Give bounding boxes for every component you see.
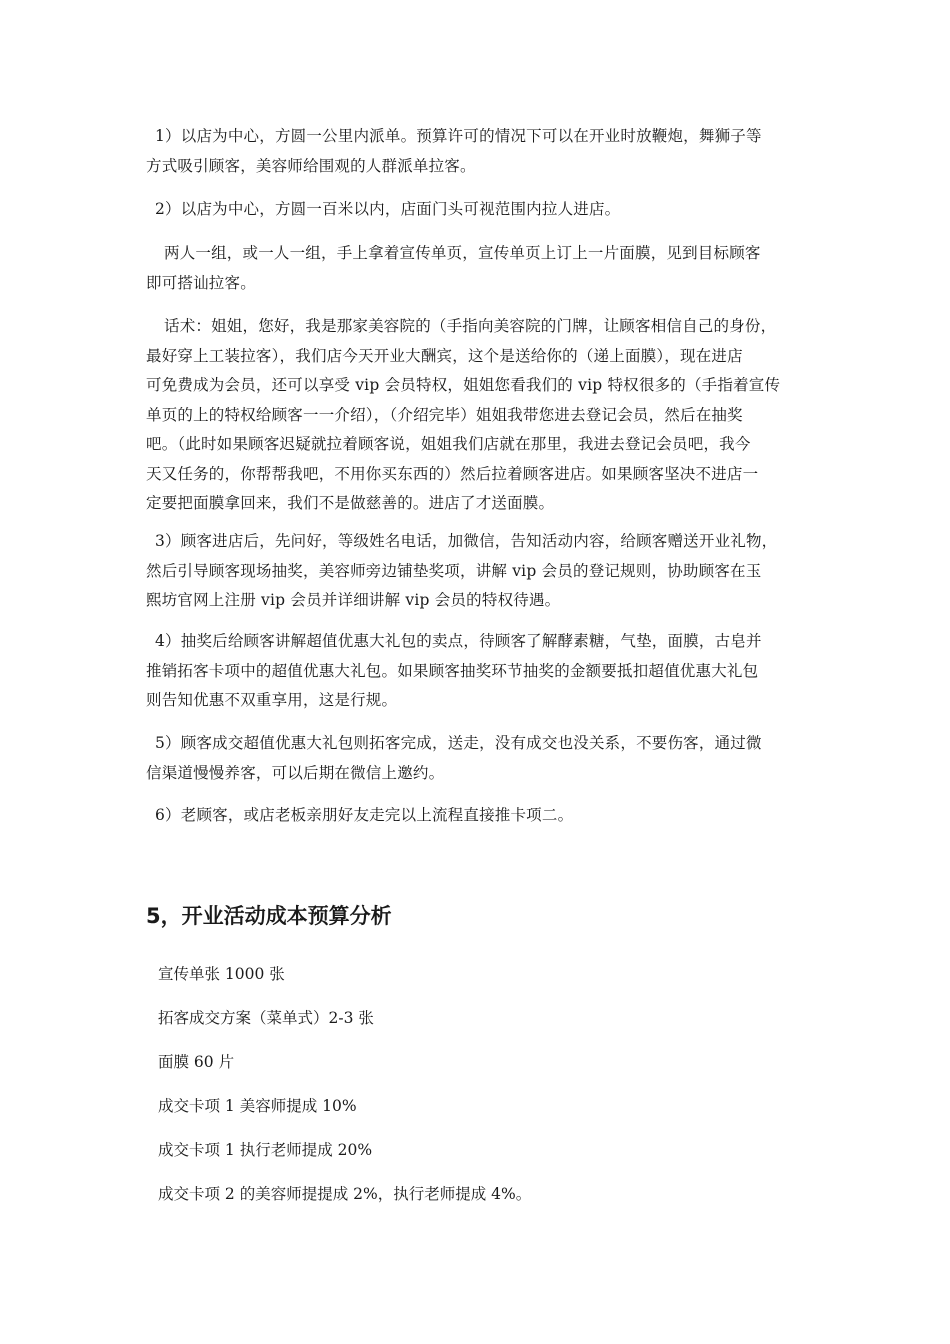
budget-item-2: 拓客成交方案（菜单式）2-3 张 (158, 1009, 374, 1027)
paragraph-5-line-1: 3）顾客进店后，先问好，等级姓名电话，加微信，告知活动内容，给顾客赠送开业礼物， (155, 532, 778, 550)
budget-item-6: 成交卡项 2 的美容师提提成 2%，执行老师提成 4%。 (158, 1185, 532, 1203)
paragraph-1 (146, 122, 810, 181)
budget-item-4: 成交卡项 1 美容师提成 10% (158, 1097, 357, 1115)
paragraph-2 (146, 195, 810, 225)
paragraph-7 (146, 729, 810, 788)
paragraph-3-line-1: 两人一组，或一人一组，手上拿着宣传单页，宣传单页上订上一片面膜，见到目标顾客 (164, 244, 761, 262)
paragraph-6-line-3: 则告知优惠不双重享用，这是行规。 (146, 691, 398, 709)
paragraph-6 (146, 627, 810, 716)
budget-item-1: 宣传单张 1000 张 (158, 965, 285, 983)
paragraph-1-line-2: 方式吸引顾客，美容师给围观的人群派单拉客。 (146, 156, 476, 175)
budget-item-3: 面膜 60 片 (158, 1053, 235, 1071)
paragraph-5-line-3: 熙坊官网上注册 vip 会员并详细讲解 vip 会员的特权待遇。 (146, 591, 561, 609)
paragraph-6-line-1: 4）抽奖后给顾客讲解超值优惠大礼包的卖点，待顾客了解酵素糖，气垫，面膜，古皂并 (155, 632, 762, 650)
paragraph-4-line-2: 最好穿上工装拉客），我们店今天开业大酬宾，这个是送给你的（递上面膜），现在进店 (146, 346, 743, 365)
paragraph-5 (146, 527, 810, 616)
paragraph-4-line-6: 天又任务的，你帮帮我吧，不用你买东西的）然后拉着顾客进店。如果顾客坚决不进店一 (146, 464, 759, 483)
paragraph-7-line-2: 信渠道慢慢养客，可以后期在微信上邀约。 (146, 763, 445, 782)
section-heading: 5，开业活动成本预算分析 (146, 904, 392, 928)
paragraph-3-line-2: 即可搭讪拉客。 (146, 273, 256, 292)
budget-item-5: 成交卡项 1 执行老师提成 20% (158, 1141, 373, 1159)
paragraph-4-line-4: 单页的上的特权给顾客一一介绍），（介绍完毕）姐姐我带您进去登记会员，然后在抽奖 (146, 405, 743, 424)
paragraph-4-line-3: 可免费成为会员，还可以享受 vip 会员特权，姐姐您看我们的 vip 特权很多的（手指着宣传 (146, 376, 781, 394)
paragraph-5-line-2: 然后引导顾客现场抽奖，美容师旁边铺垫奖项，讲解 vip 会员的登记规则，协助顾客在玉 (146, 561, 762, 580)
paragraph-3 (146, 239, 810, 298)
paragraph-2-line-1: 2）以店为中心，方圆一百米以内，店面门头可视范围内拉人进店。 (155, 200, 621, 218)
paragraph-4-line-7: 定要把面膜拿回来，我们不是做慈善的。进店了才送面膜。 (146, 494, 555, 512)
paragraph-4 (146, 312, 810, 519)
paragraph-4-line-1: 话术：姐姐，您好，我是那家美容院的（手指向美容院的门牌，让顾客相信自己的身份， (164, 317, 777, 335)
paragraph-4-line-5: 吧。（此时如果顾客迟疑就拉着顾客说，姐姐我们店就在那里，我进去登记会员吧，我今 (146, 435, 751, 453)
paragraph-1-line-1: 1）以店为中心，方圆一公里内派单。预算许可的情况下可以在开业时放鞭炮，舞狮子等 (155, 127, 762, 145)
paragraph-8 (146, 801, 810, 831)
paragraph-7-line-1: 5）顾客成交超值优惠大礼包则拓客完成，送走，没有成交也没关系，不要伤客，通过微 (155, 734, 762, 752)
paragraph-6-line-2: 推销拓客卡项中的超值优惠大礼包。如果顾客抽奖环节抽奖的金额要抵扣超值优惠大礼包 (146, 661, 759, 680)
paragraph-8-line-1: 6）老顾客，或店老板亲朋好友走完以上流程直接推卡项二。 (155, 806, 574, 824)
